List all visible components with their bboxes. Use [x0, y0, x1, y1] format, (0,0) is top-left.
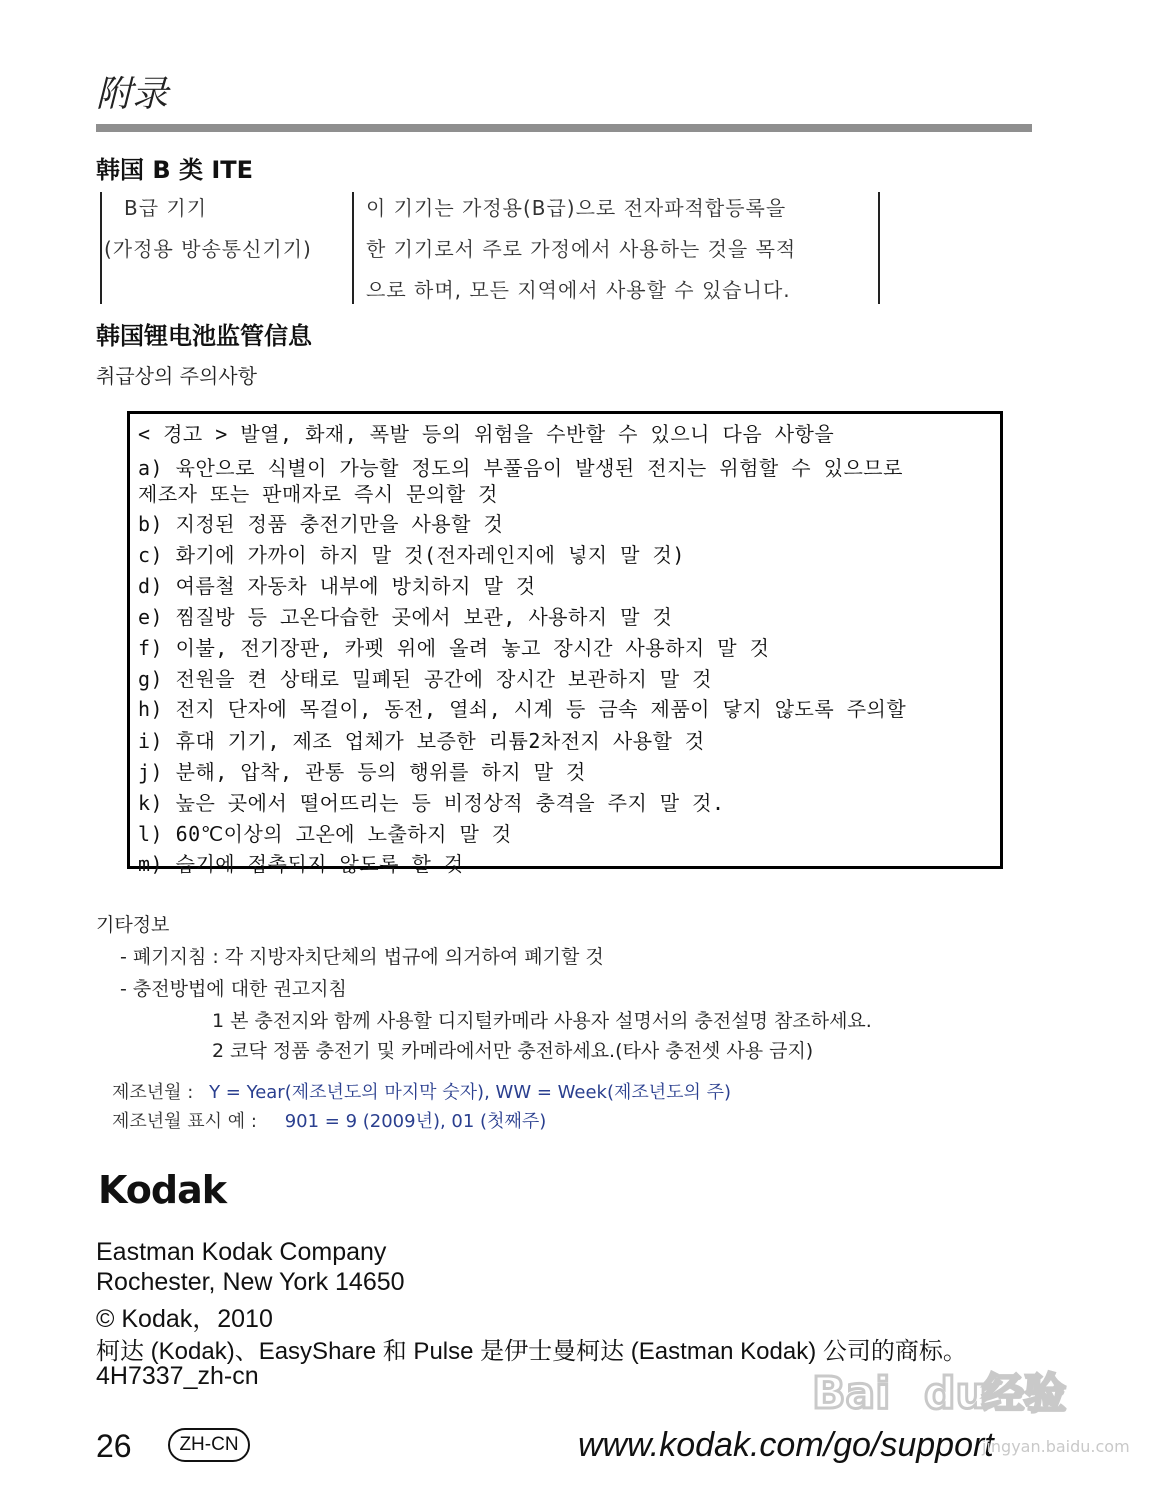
manufacture-example-value: 901 = 9 (2009년), 01 (첫째주)	[284, 1111, 547, 1132]
support-link[interactable]: www.kodak.com/go/support	[578, 1426, 994, 1464]
page-number: 26	[96, 1428, 132, 1464]
warning-line: a) 육안으로 식별이 가능할 정도의 부풀음이 발생된 전지는 위험할 수 있으므로	[138, 456, 903, 480]
table-cell-right: 이 기기는 가정용(B급)으로 전자파적합등록을	[366, 196, 787, 220]
kodak-logo: Kodak	[98, 1168, 226, 1212]
manufacture-example-row	[112, 1107, 546, 1133]
warning-line: 제조자 또는 판매자로 즉시 문의할 것	[138, 482, 499, 506]
other-info-item: - 폐기지침 : 각 지방자치단체의 법규에 의거하여 폐기할 것	[120, 946, 604, 968]
other-info-heading: 기타정보	[96, 914, 170, 936]
table-divider	[878, 192, 880, 304]
warning-box	[127, 411, 1003, 876]
address-line: Rochester, New York 14650	[96, 1268, 405, 1296]
other-info-subitem: 1 본 충전지와 함께 사용할 디지털카메라 사용자 설명서의 충전설명 참조하세요.	[212, 1010, 872, 1032]
address-line: Eastman Kodak Company	[96, 1238, 387, 1266]
battery-heading: 韩国锂电池监管信息	[96, 322, 312, 350]
table-divider	[100, 192, 102, 304]
other-info-subitem: 2 코닥 정품 충전기 및 카메라에서만 충전하세요.(타사 충전셋 사용 금지)	[212, 1040, 814, 1062]
warning-line: d) 여름철 자동차 내부에 방치하지 말 것	[138, 574, 536, 598]
warning-line: f) 이불, 전기장판, 카펫 위에 올려 놓고 장시간 사용하지 말 것	[138, 636, 770, 660]
watermark-brand: Bai	[812, 1368, 891, 1419]
section-title: 附录	[96, 74, 169, 115]
warning-line: i) 휴대 기기, 제조 업체가 보증한 리튬2차전지 사용할 것	[138, 729, 705, 753]
manufacture-row	[112, 1078, 731, 1104]
manufacture-example-label: 제조년월 표시 예 :	[112, 1111, 257, 1132]
table-cell-left: (가정용 방송통신기기)	[104, 237, 312, 261]
table-cell-right: 으로 하며, 모든 지역에서 사용할 수 있습니다.	[366, 278, 791, 302]
trademark-line: 柯达 (Kodak)、EasyShare 和 Pulse 是伊士曼柯达 (Eastman Kodak) 公司的商标。	[96, 1338, 967, 1365]
paw-icon	[812, 1360, 1130, 1470]
korea-class-b-heading: 韩国 B 类 ITE	[96, 156, 254, 184]
header-divider	[96, 124, 1032, 132]
korea-class-b-table	[100, 192, 880, 304]
language-badge: ZH-CN	[168, 1428, 250, 1462]
table-cell-right: 한 기기로서 주로 가정에서 사용하는 것을 목적	[366, 237, 797, 261]
warning-line: g) 전원을 켠 상태로 밀폐된 공간에 장시간 보관하지 말 것	[138, 667, 712, 691]
other-info-item: - 충전방법에 대한 권고지침	[120, 978, 347, 1000]
warning-line: c) 화기에 가까이 하지 말 것(전자레인지에 넣지 말 것)	[138, 543, 685, 567]
warning-line: m) 습기에 접촉되지 않도록 할 것	[138, 852, 464, 876]
manufacture-value: Y = Year(제조년도의 마지막 숫자), WW = Week(제조년도의 주)	[209, 1082, 732, 1103]
manufacture-label: 제조년월 :	[112, 1082, 194, 1103]
baidu-watermark	[812, 1360, 1130, 1470]
warning-line: l) 60℃이상의 고온에 노출하지 말 것	[138, 822, 512, 846]
watermark-brand-2: du	[924, 1368, 987, 1419]
warning-line: b) 지정된 정품 충전기만을 사용할 것	[138, 512, 504, 536]
warning-line: h) 전지 단자에 목걸이, 동전, 열쇠, 시계 등 금속 제품이 닿지 않도록 주의할	[138, 697, 907, 721]
watermark-suffix: 经验	[982, 1369, 1067, 1418]
warning-line: < 경고 > 발열, 화재, 폭발 등의 위험을 수반할 수 있으니 다음 사항을	[138, 422, 835, 446]
copyright-line: © Kodak，2010	[96, 1305, 273, 1333]
warning-line: k) 높은 곳에서 떨어뜨리는 등 비정상적 충격을 주지 말 것.	[138, 791, 725, 815]
battery-subheading: 취급상의 주의사항	[96, 364, 257, 388]
warning-line: j) 분해, 압착, 관통 등의 행위를 하지 말 것	[138, 760, 586, 784]
table-cell-left: B급 기기	[124, 196, 208, 220]
part-number: 4H7337_zh-cn	[96, 1362, 259, 1390]
watermark-site: jingyan.baidu.com	[982, 1437, 1130, 1456]
warning-line: e) 찜질방 등 고온다습한 곳에서 보관, 사용하지 말 것	[138, 605, 673, 629]
table-divider	[352, 192, 354, 304]
